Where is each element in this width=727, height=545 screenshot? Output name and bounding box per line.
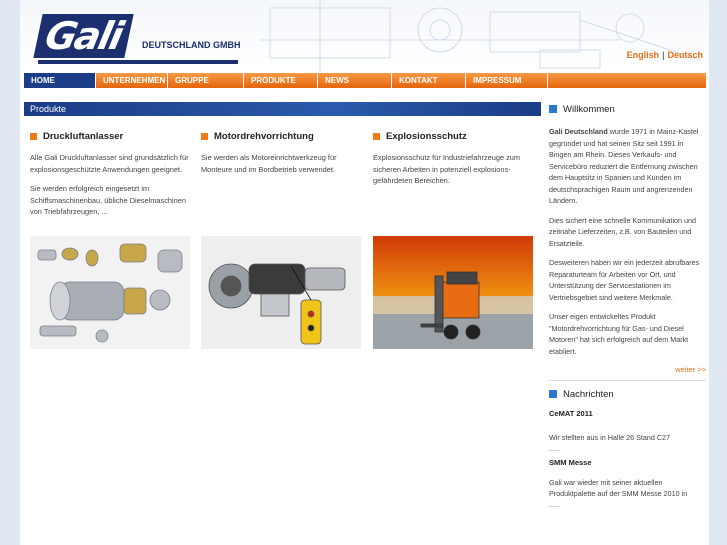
product-heading-text: Druckluftanlasser <box>43 130 124 142</box>
bullet-square-icon <box>549 390 557 398</box>
product-description <box>201 152 363 175</box>
product-heading[interactable] <box>201 130 363 142</box>
nav-spacer <box>548 73 706 88</box>
product-image-explosionsschutz[interactable] <box>373 236 533 349</box>
product-description <box>30 152 192 218</box>
product-column-explosionsschutz <box>373 130 535 195</box>
products-title-bar: Produkte <box>24 102 541 116</box>
main-nav <box>24 73 706 88</box>
nav-kontakt[interactable]: KONTAKT <box>392 73 466 88</box>
header <box>20 0 709 72</box>
language-switcher <box>627 50 703 60</box>
welcome-paragraph: Dies sichert eine schnelle Kommunikation und zeitnahe Lieferzeiten, z.B. von Bauteilen und Ersatzteile. <box>549 215 697 248</box>
nav-impressum[interactable]: IMPRESSUM <box>466 73 548 88</box>
news-heading <box>549 387 706 401</box>
logo-underline <box>38 60 238 64</box>
product-heading-text: Motordrehvorrichtung <box>214 130 314 142</box>
nav-news[interactable]: NEWS <box>318 73 392 88</box>
nav-unternehmen[interactable]: UNTERNEHMEN <box>96 73 168 88</box>
welcome-text <box>549 126 706 357</box>
welcome-paragraph <box>549 126 706 207</box>
news-item-body: Wir stellten aus in Halle 26 Stand C27 <box>549 433 671 442</box>
page <box>20 0 709 545</box>
lang-separator: | <box>662 50 665 60</box>
bullet-square-icon <box>373 133 380 140</box>
news-ellipsis: ..... <box>549 500 559 509</box>
product-paragraph: Sie werden erfolgreich eingesetzt im Schiffsmaschinenbau, übliche Dieselmaschinen von Triebfahrzeugen, ... <box>30 184 186 216</box>
product-paragraph: Sie werden als Motoreinrichtwerkzeug für Monteure und im Bordbetrieb verwendet. <box>201 153 337 174</box>
product-paragraph: Explosionsschutz für Industriefahrzeuge zum sicheren Arbeiten in potenziell explosions-gefährdeten Bereichen. <box>373 153 521 185</box>
bullet-square-icon <box>30 133 37 140</box>
product-image-druckluftanlasser[interactable] <box>30 236 190 349</box>
welcome-title: Willkommen <box>563 103 615 115</box>
news-item-text <box>549 477 706 510</box>
product-paragraph: Alle Gali Druckluftanlasser sind grundsätzlich für explosionsgeschützte Anwendungen geeignet. <box>30 153 189 174</box>
product-heading[interactable] <box>373 130 535 142</box>
bullet-square-icon <box>201 133 208 140</box>
welcome-paragraph: Desweiteren haben wir ein jederzeit abrufbares Reparaturteam für Arbeiten vor Ort, und Unterstützung der Servicestationen im Vertriebsgebiet sind weitere Merkmale. <box>549 258 700 302</box>
more-link[interactable]: weiter >> <box>675 365 706 374</box>
news-item-title[interactable]: CeMAT 2011 <box>549 409 593 418</box>
lang-english-link[interactable]: English <box>626 50 660 60</box>
product-image-motordrehvorrichtung[interactable] <box>201 236 361 349</box>
sidebar <box>549 102 706 510</box>
welcome-heading <box>549 102 706 116</box>
nav-gruppe[interactable]: GRUPPE <box>168 73 244 88</box>
nav-produkte[interactable]: PRODUKTE <box>244 73 318 88</box>
logo-wordmark: Gali <box>33 14 133 58</box>
news-item-body: Gali war wieder mit seiner aktuellen Produktpalette auf der SMM Messe 2010 in <box>549 478 688 498</box>
news-ellipsis: ..... <box>549 444 559 453</box>
news-title: Nachrichten <box>563 388 614 400</box>
welcome-paragraph: Unser eigen entwickeltes Produkt "Motordrehvorrichtung für Gas- und Diesel Motoren" hat sich erfolgreich auf dem Markt etabliert. <box>549 312 689 356</box>
product-heading-text: Explosionsschutz <box>386 130 467 142</box>
product-heading[interactable] <box>30 130 192 142</box>
news-item-text <box>549 432 706 454</box>
welcome-paragraph-text: wurde 1971 in Mainz-Kastel gegründet und hat seinen Sitz seit 1991 in Bingen am Rhein. Dieses Verkaufs- und Servicebüro reduziert die Entfernung zwischen dem Hauptsitz in Spanien und Kunden im deutschsprachigen Raum und angrenzenden Ländern. <box>549 127 699 205</box>
news-item-title[interactable]: SMM Messe <box>549 458 592 467</box>
company-name: Gali Deutschland <box>549 127 608 136</box>
lang-deutsch-link[interactable]: Deutsch <box>667 50 703 60</box>
nav-home[interactable]: HOME <box>24 73 96 88</box>
product-column-motordrehvorrichtung <box>201 130 363 183</box>
divider <box>549 380 706 381</box>
logo-subtitle: DEUTSCHLAND GMBH <box>142 40 241 50</box>
product-column-druckluftanlasser <box>30 130 192 226</box>
bullet-square-icon <box>549 105 557 113</box>
product-description <box>373 152 535 187</box>
